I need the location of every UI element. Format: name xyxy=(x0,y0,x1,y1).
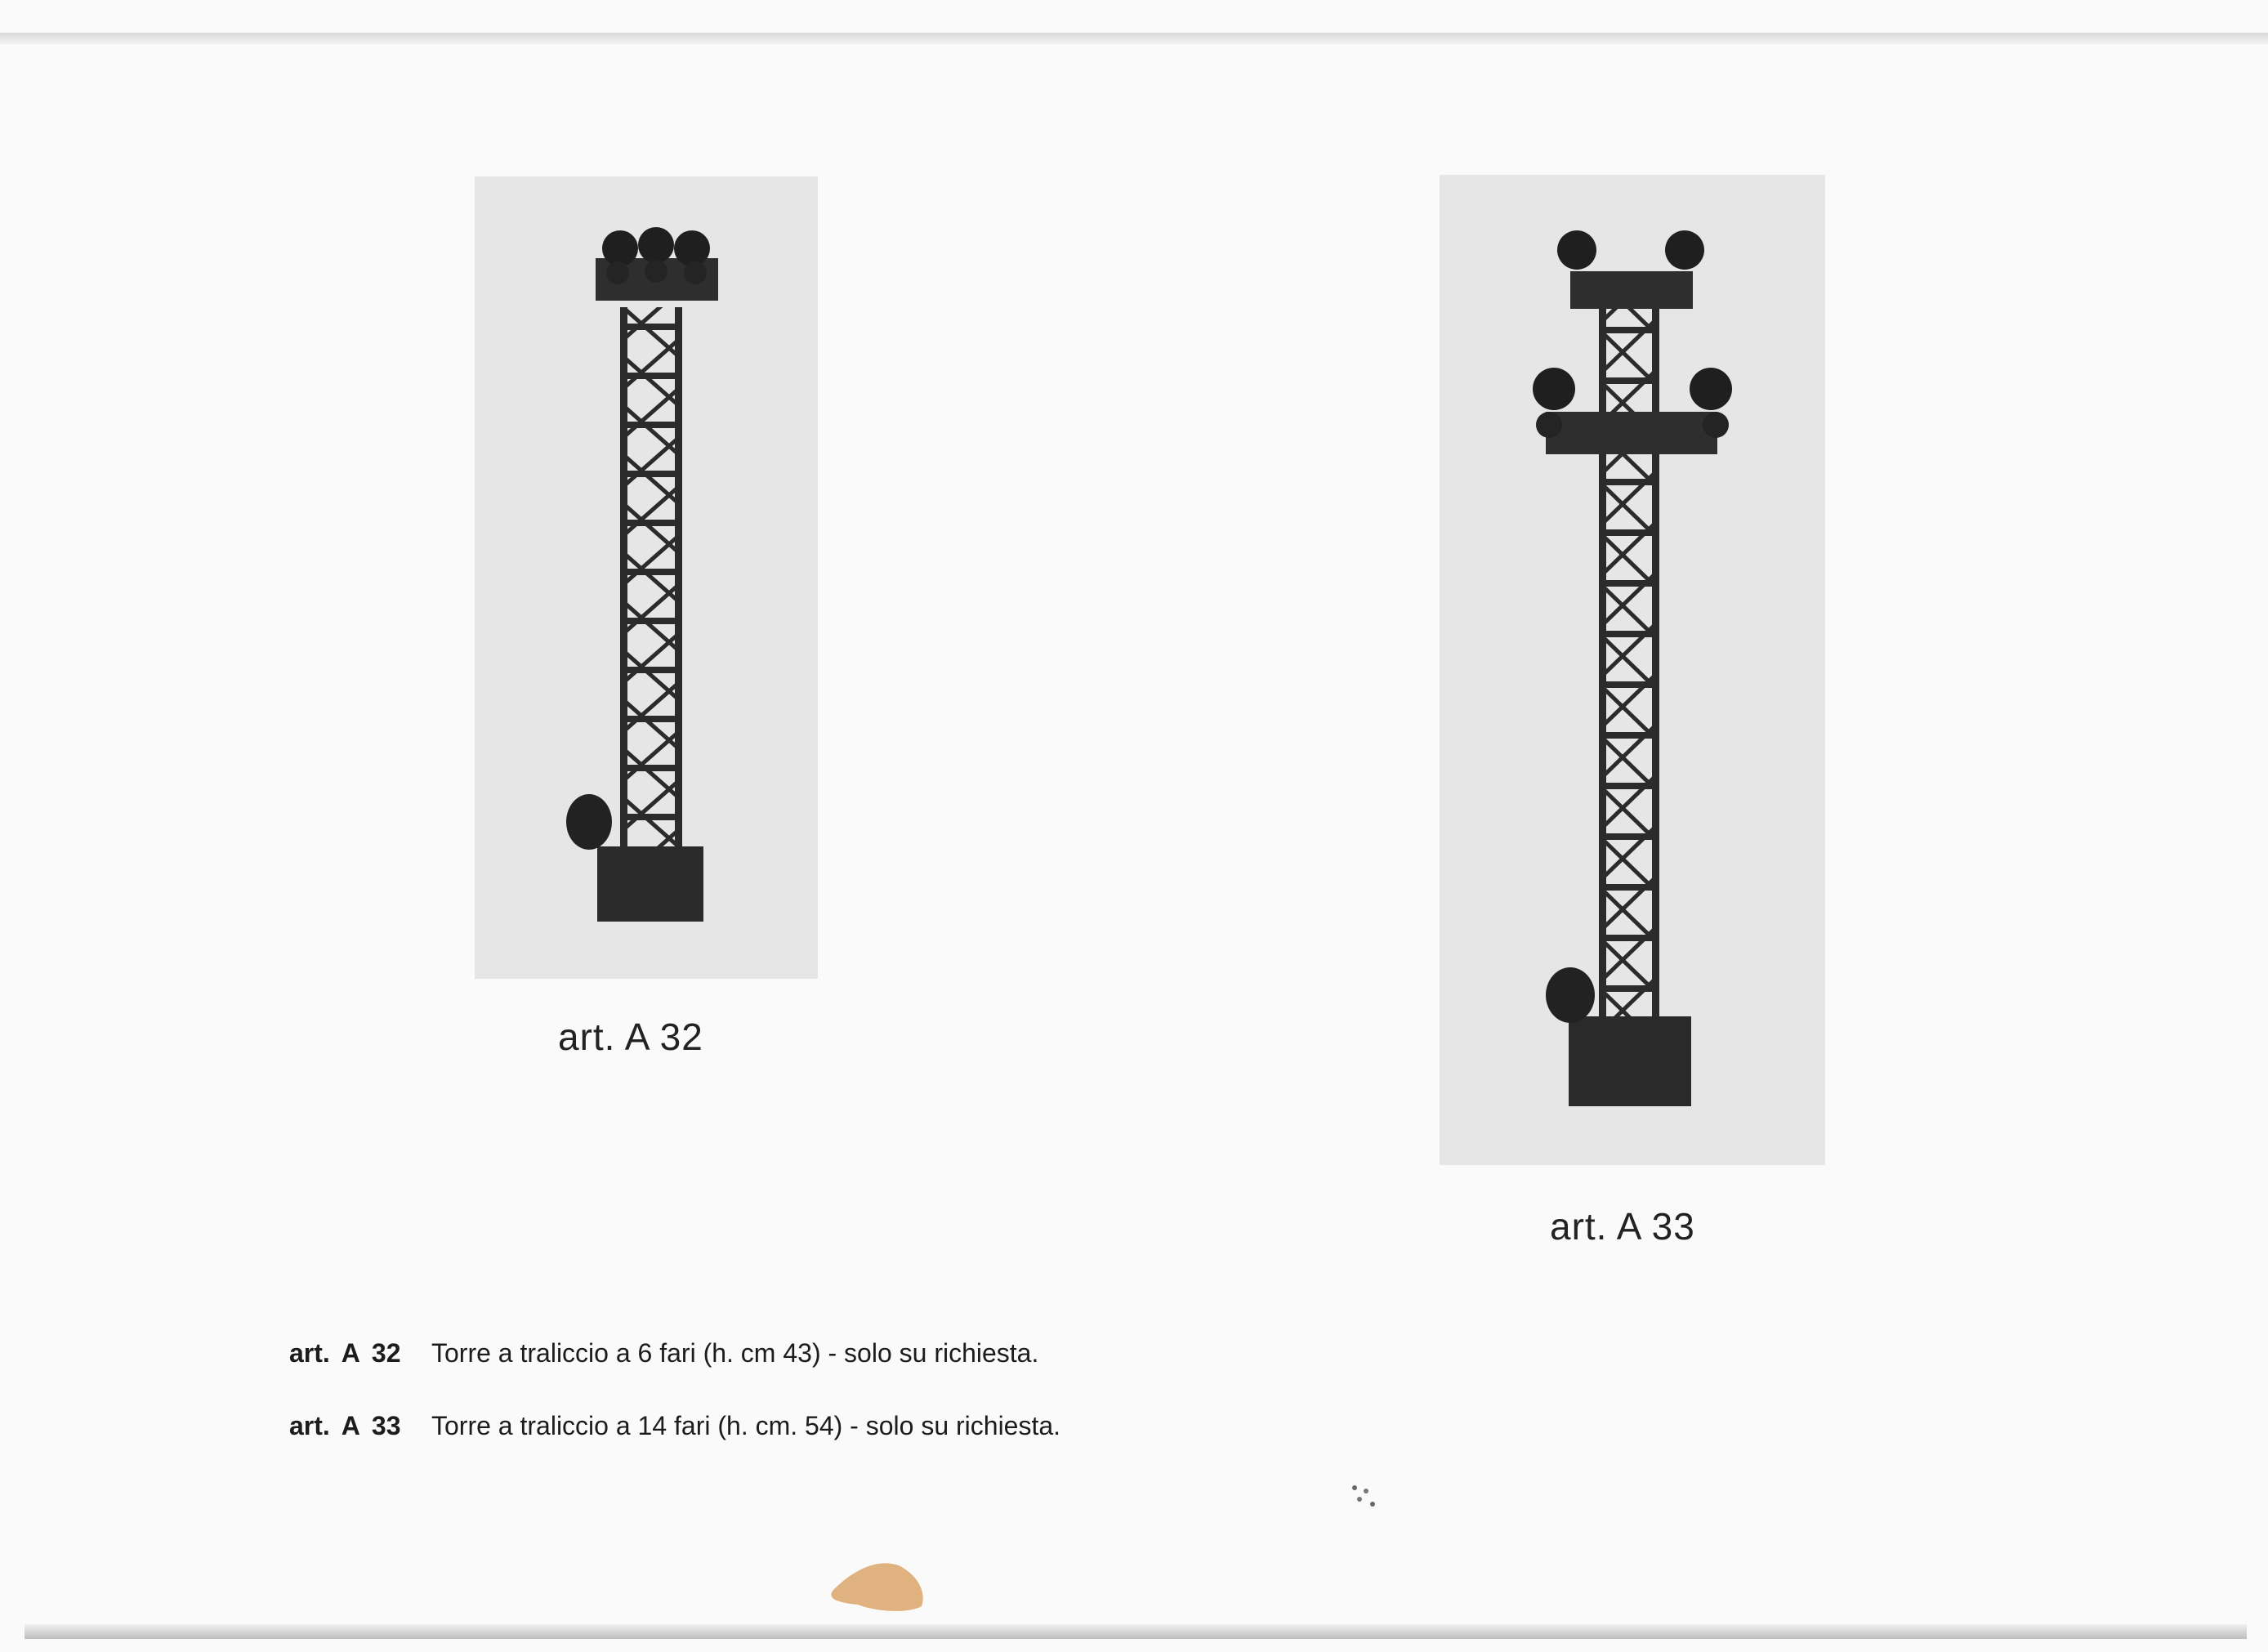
page-top-edge xyxy=(0,33,2268,44)
paper-specks xyxy=(1348,1483,1389,1516)
page-bottom-edge xyxy=(25,1624,2247,1639)
article-letter: A xyxy=(341,1411,360,1440)
photo-tower-a33 xyxy=(1440,175,1825,1165)
description-text-a33: Torre a traliccio a 14 fari (h. cm. 54) - solo su richiesta. xyxy=(431,1411,1061,1440)
description-row-a33 xyxy=(289,1411,1060,1441)
article-letter: A xyxy=(341,1338,360,1368)
paper-stain xyxy=(825,1557,931,1614)
tower-a33-image xyxy=(1440,175,1825,1165)
article-prefix: art. xyxy=(289,1338,330,1368)
description-row-a32 xyxy=(289,1338,1038,1368)
caption-a32: art. A 32 xyxy=(558,1016,703,1058)
tower-a32-image xyxy=(475,176,818,979)
article-number: 32 xyxy=(371,1338,401,1368)
article-prefix: art. xyxy=(289,1411,330,1440)
article-code-a33 xyxy=(289,1411,431,1441)
article-number: 33 xyxy=(371,1411,401,1440)
caption-a33: art. A 33 xyxy=(1550,1205,1695,1248)
photo-tower-a32 xyxy=(475,176,818,979)
article-code-a32 xyxy=(289,1338,431,1368)
description-text-a32: Torre a traliccio a 6 fari (h. cm 43) - solo su richiesta. xyxy=(431,1338,1039,1368)
